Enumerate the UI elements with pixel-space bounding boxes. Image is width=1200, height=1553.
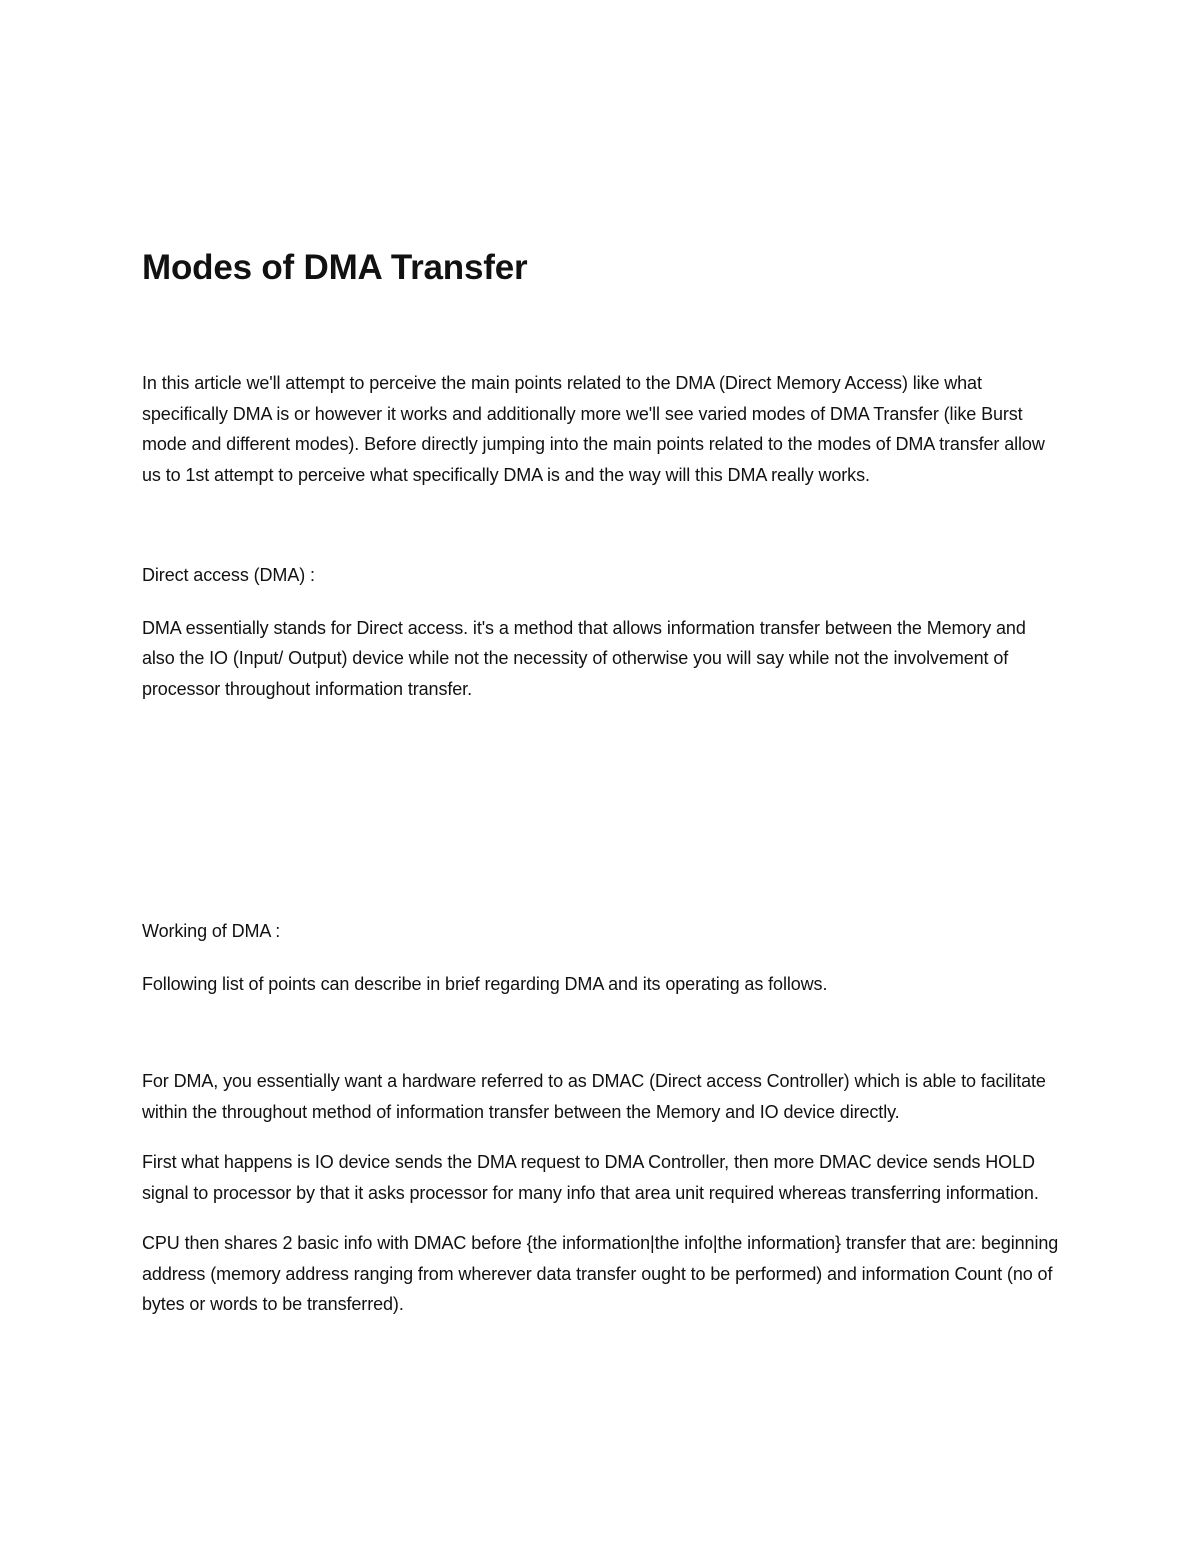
working-point-3: CPU then shares 2 basic info with DMAC before {the information|the info|the information} transfer that are: beginning address (memory address ranging from wherever data transfer ought to be performed) and information Count (no of bytes or words to be transferred). xyxy=(142,1233,1059,1314)
working-point-2: First what happens is IO device sends the DMA request to DMA Controller, then more DMAC device sends HOLD signal to processor by that it asks processor for many info that area unit required whereas transferring information. xyxy=(142,1152,1039,1203)
document-body xyxy=(142,246,1062,1320)
section-intro-working: Following list of points can describe in brief regarding DMA and its operating as follows. xyxy=(142,973,828,994)
section-heading-working: Working of DMA : xyxy=(142,921,281,941)
working-point-1: For DMA, you essentially want a hardware referred to as DMAC (Direct access Controller) which is able to facilitate within the throughout method of information transfer between the Memory and IO device directly. xyxy=(142,1071,1046,1122)
section-body-direct-access: DMA essentially stands for Direct access. it's a method that allows information transfer between the Memory and also the IO (Input/ Output) device while not the necessity of otherwise you will say while not the involvement of processor throughout information transfer. xyxy=(142,617,1026,699)
section-heading-direct-access: Direct access (DMA) : xyxy=(142,565,315,585)
intro-paragraph: In this article we'll attempt to perceive the main points related to the DMA (Direct Memory Access) like what specifically DMA is or however it works and additionally more we'll see varied modes of DMA Transfer (like Burst mode and different modes). Before directly jumping into the main points related to the modes of DMA transfer allow us to 1st attempt to perceive what specifically DMA is and the way will this DMA really works. xyxy=(142,373,1045,485)
page-title: Modes of DMA Transfer xyxy=(142,248,528,287)
